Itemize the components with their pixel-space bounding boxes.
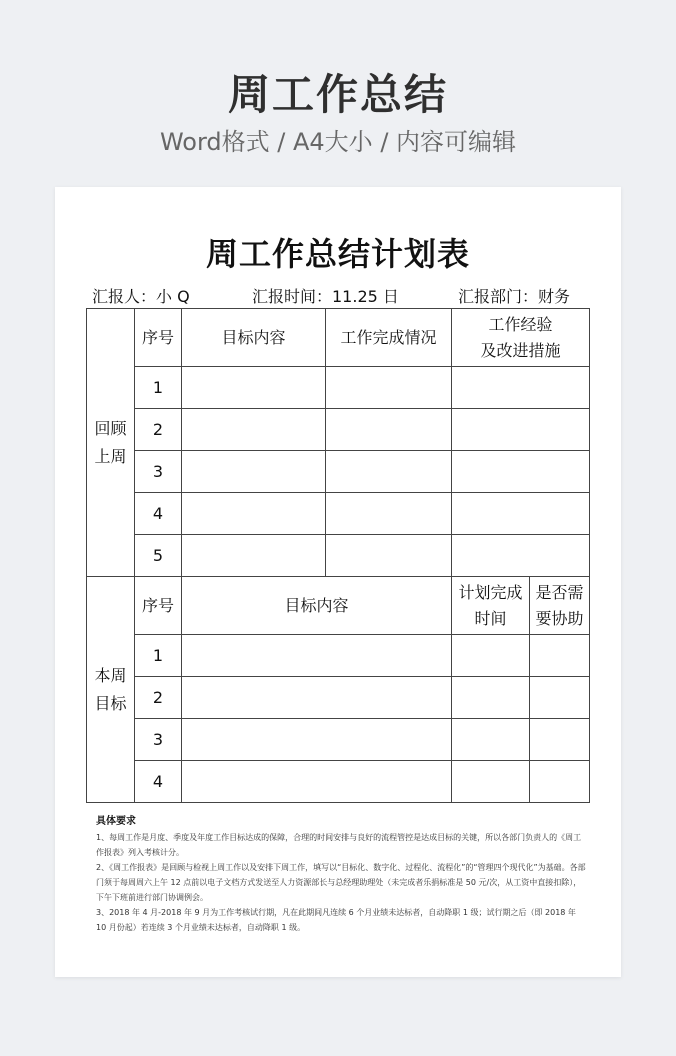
row-number: 5 [135,535,182,577]
review-header-row [87,309,590,367]
review-experience-line2: 及改进措施 [480,340,561,360]
review-experience-header [452,309,590,367]
table-row [87,535,590,577]
review-label-line1: 回顾 [94,418,127,438]
target-cell[interactable] [182,367,326,409]
status-cell[interactable] [326,451,452,493]
document-title: 周工作总结计划表 [205,235,470,273]
target-cell[interactable] [182,451,326,493]
plan-assist-line2: 要协助 [535,608,584,628]
plan-seq-header: 序号 [135,577,182,635]
table-row [87,761,590,803]
table-row [87,493,590,535]
plan-target-cell[interactable] [182,677,452,719]
plan-time-cell[interactable] [452,635,530,677]
requirements-title: 具体要求 [96,816,136,827]
row-number: 1 [135,367,182,409]
row-number: 3 [135,719,182,761]
row-number: 4 [135,493,182,535]
experience-cell[interactable] [452,535,590,577]
status-cell[interactable] [326,535,452,577]
requirement-item: 2、《周工作报表》是回顾与检视上周工作以及安排下周工作，填写以“目标化、数字化、过程化、流程化”的“管理四个现代化”为基础。各部门须于每周周六上午 12 点前以电子文档方式发送至人力资源部长与总经理助理处（未完成者乐捐标准是 50 元/次，从工资中直接扣除），下午下班前进行部门协调例会。 [96,863,586,902]
plan-section-label [87,577,135,803]
plan-label-line1: 本周 [94,665,127,685]
plan-label-line2: 目标 [94,693,127,713]
experience-cell[interactable] [452,367,590,409]
requirement-item: 1、每周工作是月度、季度及年度工作目标达成的保障，合理的时间安排与良好的流程管控是达成目标的关键，所以各部门负责人的《周工作报表》列入考核计分。 [96,833,582,857]
plan-time-header [452,577,530,635]
plan-assist-header [530,577,590,635]
experience-cell[interactable] [452,451,590,493]
target-cell[interactable] [182,493,326,535]
table-row [87,409,590,451]
target-cell[interactable] [182,409,326,451]
status-cell[interactable] [326,367,452,409]
review-label-line2: 上周 [94,446,127,466]
review-experience-line1: 工作经验 [488,314,553,334]
target-cell[interactable] [182,535,326,577]
plan-assist-cell[interactable] [530,761,590,803]
experience-cell[interactable] [452,493,590,535]
hero-title: 周工作总结 [227,70,448,119]
plan-assist-line1: 是否需 [535,582,584,602]
plan-time-line2: 时间 [474,608,507,628]
review-status-header: 工作完成情况 [326,309,452,367]
plan-assist-cell[interactable] [530,635,590,677]
plan-target-cell[interactable] [182,761,452,803]
table-row [87,719,590,761]
plan-assist-cell[interactable] [530,719,590,761]
requirement-item: 3、2018 年 4 月-2018 年 9 月为工作考核试行期，凡在此期间凡连续 6 个月业绩未达标者，自动降职 1 级；试行期之后（即 2018 年 10 月份起）若连续 3 个月业绩未达标者，自动降职 1 级。 [96,908,576,932]
plan-time-cell[interactable] [452,761,530,803]
reporter-field: 汇报人：小 Q [92,287,190,306]
plan-header-row [87,577,590,635]
table-row [87,367,590,409]
document-page [55,187,621,977]
requirements-section [96,812,586,935]
row-number: 2 [135,409,182,451]
plan-time-line1: 计划完成 [458,582,523,602]
row-number: 2 [135,677,182,719]
plan-target-cell[interactable] [182,719,452,761]
review-seq-header: 序号 [135,309,182,367]
experience-cell[interactable] [452,409,590,451]
status-cell[interactable] [326,409,452,451]
report-time-field: 汇报时间：11.25 日 [252,287,399,306]
plan-assist-cell[interactable] [530,677,590,719]
plan-time-cell[interactable] [452,677,530,719]
review-section-label [87,309,135,577]
department-field: 汇报部门：财务 [458,287,571,306]
summary-table [86,308,590,803]
table-row [87,451,590,493]
plan-target-cell[interactable] [182,635,452,677]
status-cell[interactable] [326,493,452,535]
row-number: 1 [135,635,182,677]
hero-subtitle: Word格式 / A4大小 / 内容可编辑 [159,128,517,156]
table-row [87,635,590,677]
row-number: 3 [135,451,182,493]
review-target-header: 目标内容 [182,309,326,367]
plan-time-cell[interactable] [452,719,530,761]
row-number: 4 [135,761,182,803]
table-row [87,677,590,719]
plan-target-header: 目标内容 [182,577,452,635]
